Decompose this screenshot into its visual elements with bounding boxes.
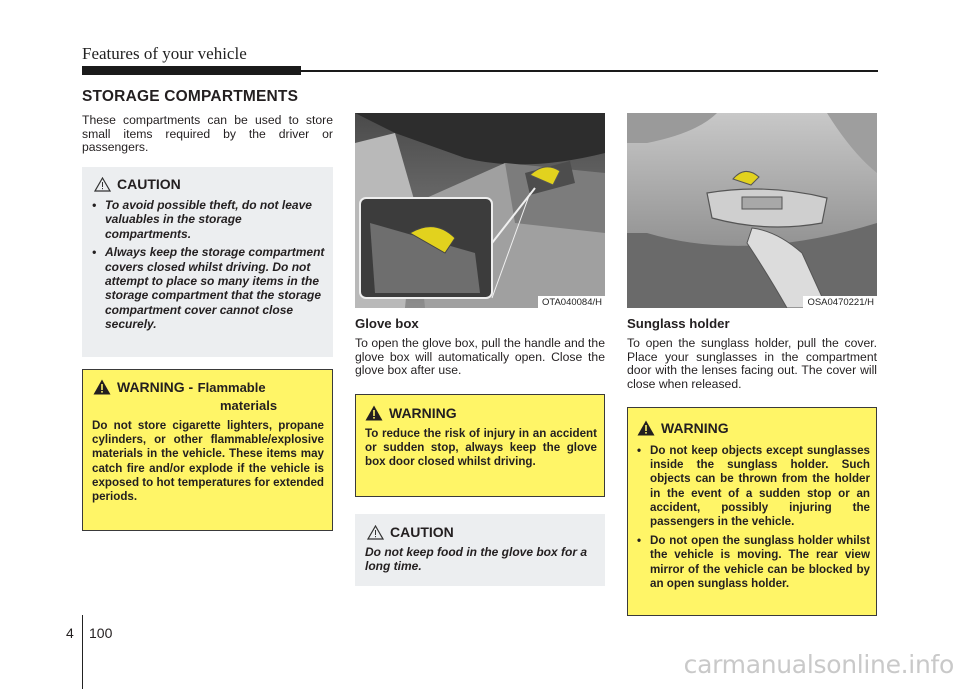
image-caption: OSA0470221/H <box>803 296 877 308</box>
glove-box-image <box>355 113 605 308</box>
warning-heading <box>637 420 729 436</box>
glove-box-heading: Glove box <box>355 316 419 331</box>
warning-box-sunglass <box>627 407 877 616</box>
caution-triangle-icon <box>94 177 111 192</box>
caution-triangle-icon <box>367 525 384 540</box>
warning-triangle-icon <box>93 379 111 395</box>
sunglass-holder-illustration <box>627 113 877 308</box>
warning-subtitle: Flammable <box>197 380 266 395</box>
warning-title: WARNING - <box>117 379 194 395</box>
warning-triangle-icon <box>637 420 655 436</box>
header-rule <box>301 70 878 72</box>
warning-list <box>637 444 870 591</box>
glove-box-text: To open the glove box, pull the handle and the glove box will automatically open. Close the glove box after use. <box>355 336 605 378</box>
list-item: • To avoid possible theft, do not leave valuables in the storage compartments. <box>92 198 326 241</box>
glove-box-illustration <box>355 113 605 308</box>
caution-text: Do not keep food in the glove box for a long time. <box>365 545 588 574</box>
image-caption: OTA040084/H <box>538 296 605 308</box>
warning-text: Do not store cigarette lighters, propane cylinders, or other flammable/explosive materials in the vehicle. These items may catch fire and/or explode if the vehicle is exposed to hot temperatures for extended periods. <box>92 419 324 504</box>
list-item: • Always keep the storage compartment covers closed whilst driving. Do not attempt to place so many items in the storage compartment that the storage compartment cover cannot close securely. <box>92 245 326 331</box>
list-item: • Do not open the sunglass holder whilst the vehicle is moving. The rear view mirror of the vehicle can be blocked by an open sunglass holder. <box>637 534 870 591</box>
sunglass-holder-text: To open the sunglass holder, pull the cover. Place your sunglasses in the compartment door with the lenses facing out. The cover will close when released. <box>627 336 877 391</box>
footer-divider <box>82 615 83 689</box>
warning-heading <box>93 379 277 415</box>
watermark: carmanualsonline.info <box>683 650 954 679</box>
intro-text: These compartments can be used to store small items required by the driver or passengers. <box>82 113 333 155</box>
section-title: STORAGE COMPARTMENTS <box>82 88 299 105</box>
sunglass-holder-image <box>627 113 877 308</box>
sunglass-holder-heading: Sunglass holder <box>627 316 730 331</box>
page-number: 100 <box>89 625 113 641</box>
caution-heading <box>94 176 181 192</box>
warning-title: WARNING <box>389 405 457 421</box>
warning-box-flammable <box>82 369 333 531</box>
chapter-number: 4 <box>66 625 74 641</box>
warning-subtitle-2: materials <box>220 398 278 413</box>
list-item: • Do not keep objects except sunglasses inside the sunglass holder. Such objects can be thrown from the holder in the event of a sudden stop or an accident, possibly injuring the passengers in the vehicle. <box>637 444 870 529</box>
caution-box-storage <box>82 167 333 357</box>
warning-box-glove <box>355 394 605 497</box>
header-title: Features of your vehicle <box>82 44 247 63</box>
warning-title: WARNING <box>661 420 729 436</box>
warning-heading <box>365 405 457 421</box>
caution-list <box>92 198 326 332</box>
caution-heading <box>367 524 454 540</box>
caution-box-glove <box>355 514 605 586</box>
warning-triangle-icon <box>365 405 383 421</box>
warning-text: To reduce the risk of injury in an accident or sudden stop, always keep the glove box door closed whilst driving. <box>365 427 597 469</box>
caution-title: CAUTION <box>390 524 454 540</box>
header-bar <box>82 66 301 75</box>
caution-title: CAUTION <box>117 176 181 192</box>
